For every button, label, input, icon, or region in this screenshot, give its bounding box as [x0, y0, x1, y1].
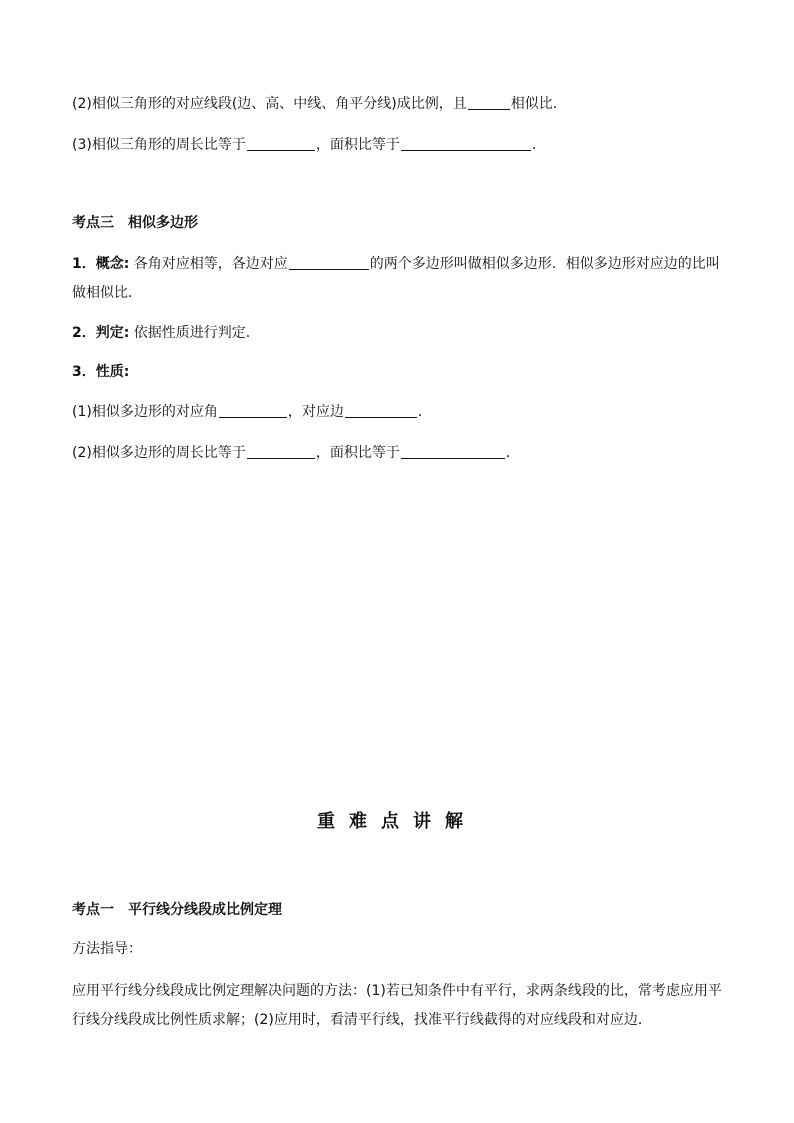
text: .: [531, 137, 537, 153]
concept-line-1: [72, 254, 720, 274]
fill-blank: [247, 444, 315, 459]
text: (2)相似多边形的周长比等于: [72, 445, 246, 461]
fill-blank: [401, 444, 505, 459]
text: (2)相似三角形的对应线段(边、高、中线、角平分线)成比例，且: [72, 96, 467, 112]
polygon-property-1: [72, 402, 422, 422]
section-heading-similar-polygons: 考点三 相似多边形: [72, 215, 198, 231]
text: 的两个多边形叫做相似多边形．相似多边形对应边的比叫: [369, 256, 720, 272]
triangle-property-2: [72, 94, 567, 114]
fill-blank: [345, 403, 417, 418]
text: ，对应边: [287, 404, 344, 420]
fill-blank: [247, 136, 315, 151]
method-paragraph-line-1: 应用平行线分线段成比例定理解决问题的方法：(1)若已知条件中有平行，求两条线段的比，常考虑应用平: [72, 983, 722, 999]
fill-blank: [289, 255, 369, 270]
text: 相似比．: [510, 96, 567, 112]
text: (1)相似多边形的对应角: [72, 404, 218, 420]
method-label: 方法指导：: [72, 941, 142, 957]
concept-label: 1．概念:: [72, 256, 130, 272]
text: ，面积比等于: [315, 445, 400, 461]
judgement-label: 2．判定:: [72, 325, 130, 341]
text: 依据性质进行判定.: [129, 325, 251, 341]
judgement-line: [72, 323, 250, 343]
method-paragraph-line-2: 行线分线段成比例性质求解；(2)应用时，看清平行线，找准平行线截得的对应线段和对应边．: [72, 1012, 652, 1028]
fill-blank: [401, 136, 531, 151]
concept-line-2: 做相似比．: [72, 285, 142, 301]
text: (3)相似三角形的周长比等于: [72, 137, 246, 153]
polygon-property-2: [72, 443, 520, 463]
triangle-property-3: [72, 135, 536, 155]
fill-blank: [219, 403, 287, 418]
text: 各角对应相等，各边对应: [129, 256, 288, 272]
property-label: 3．性质:: [72, 364, 130, 380]
main-title: 重难点讲解: [317, 811, 477, 832]
text: ．: [505, 445, 520, 461]
text: ，面积比等于: [315, 137, 400, 153]
fill-blank: [468, 95, 510, 110]
section-heading-parallel-lines: 考点一 平行线分线段成比例定理: [72, 902, 282, 918]
text: .: [417, 404, 423, 420]
